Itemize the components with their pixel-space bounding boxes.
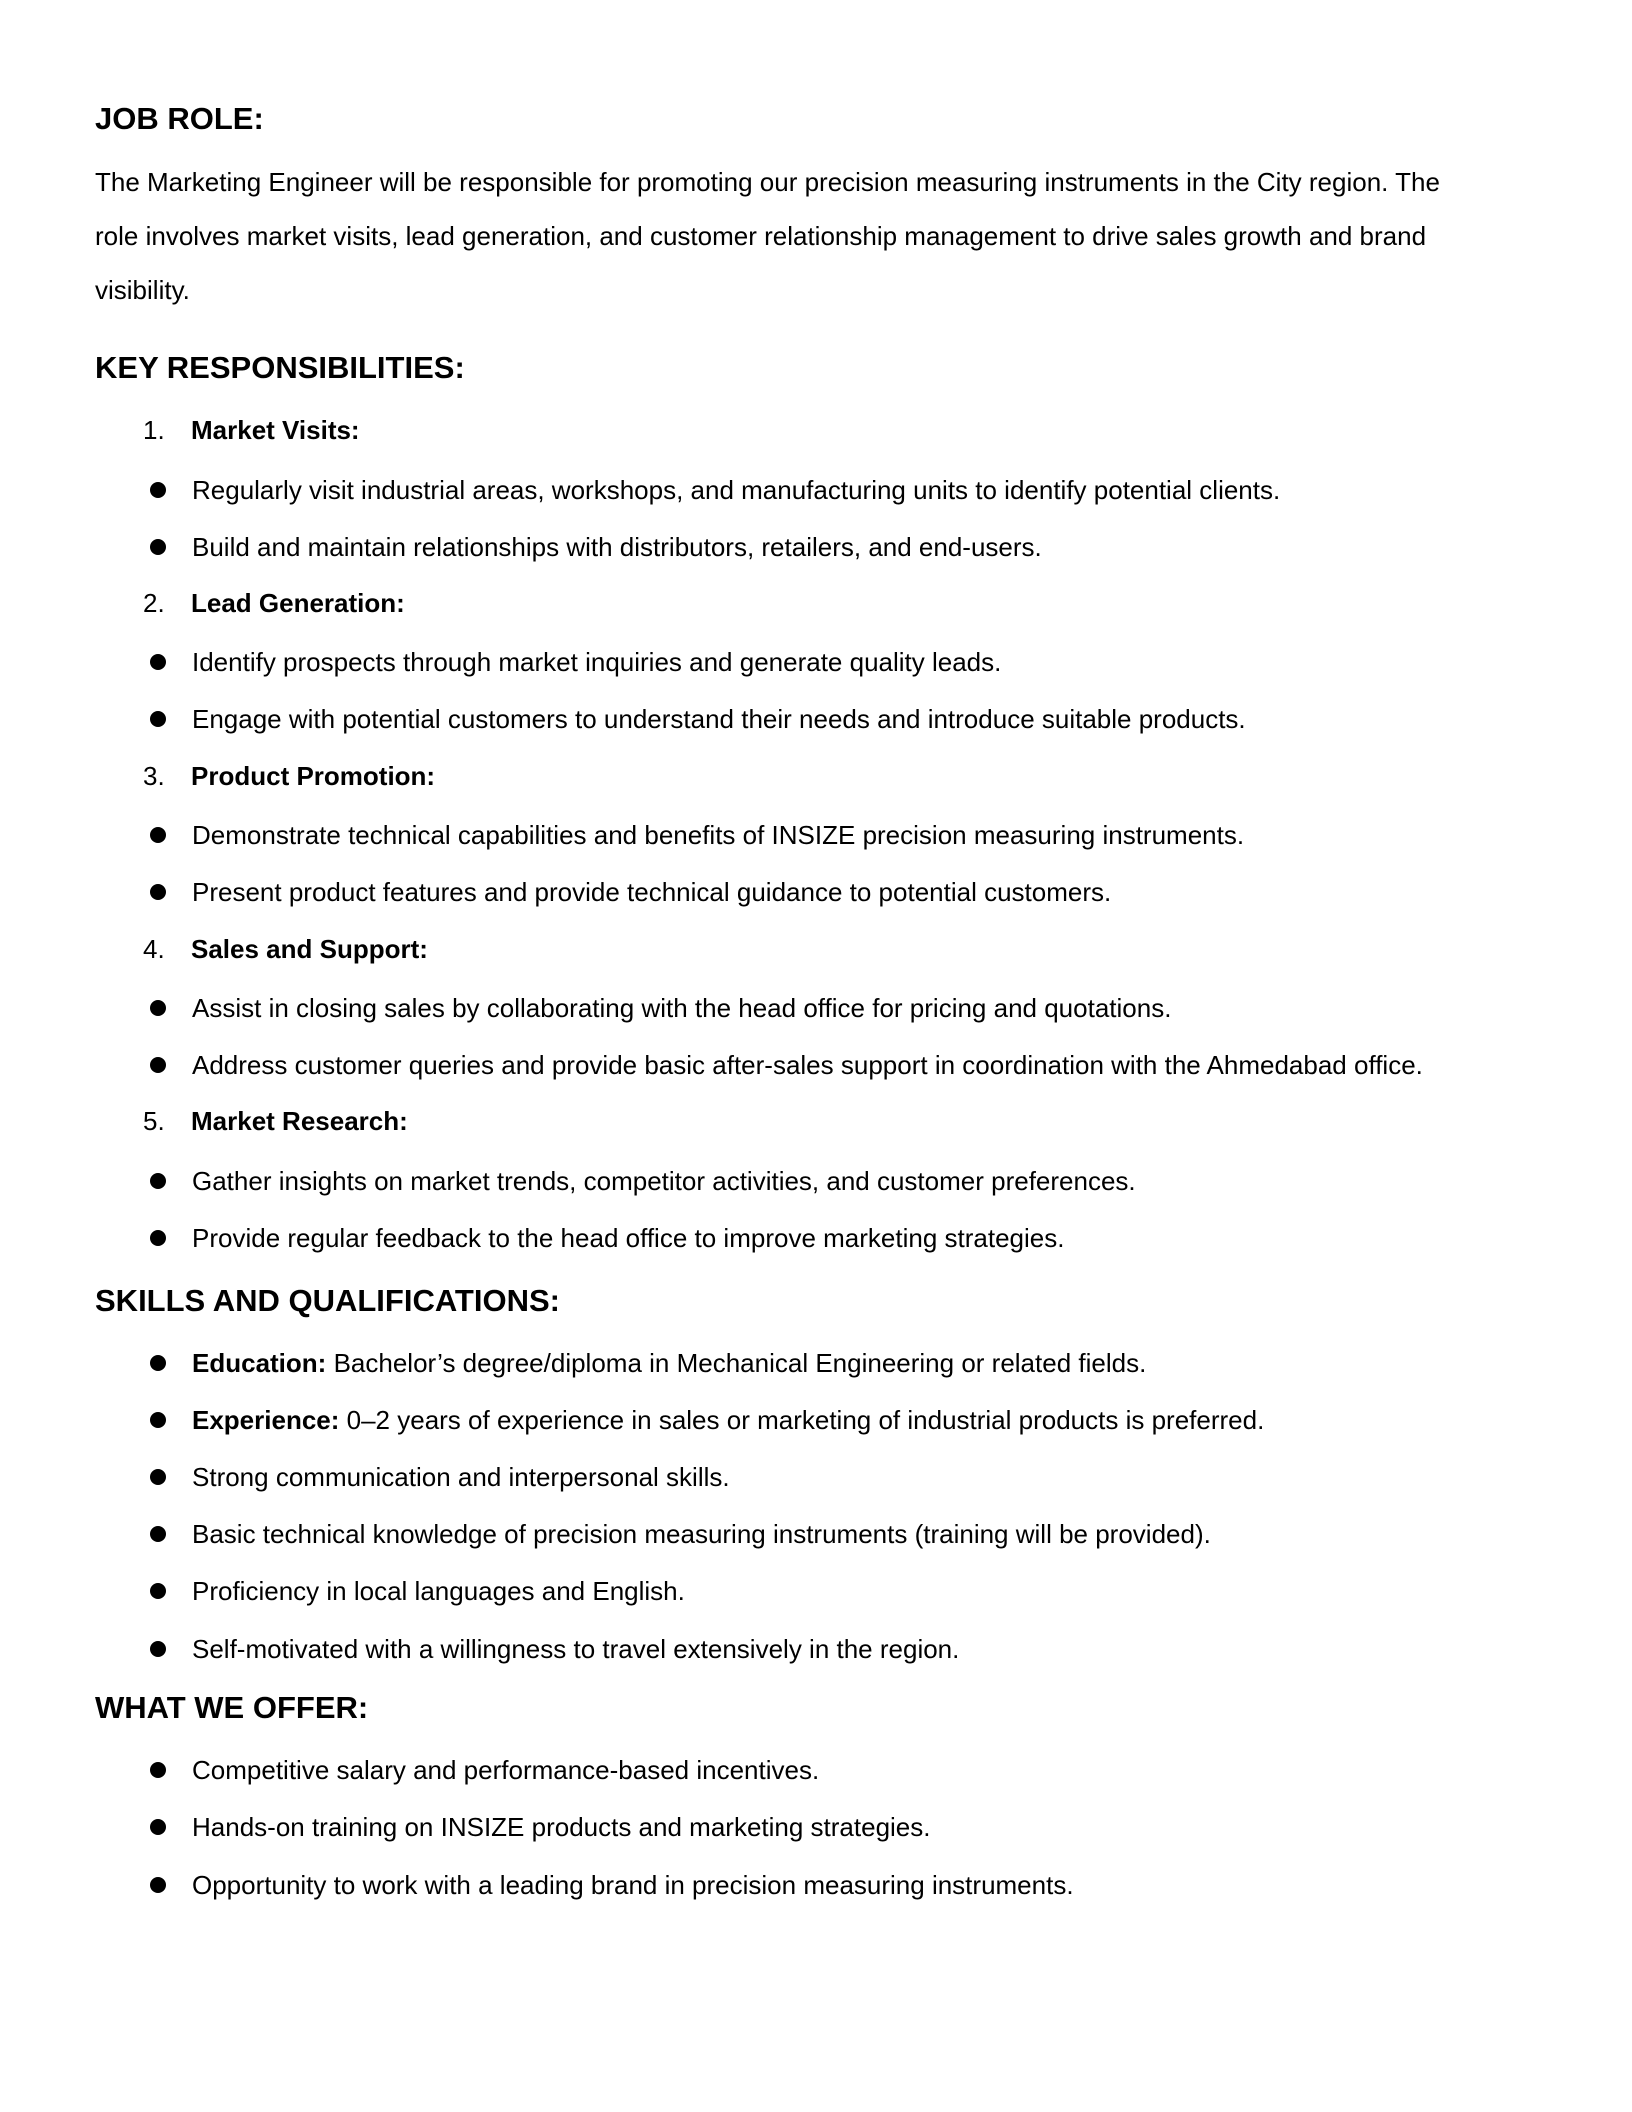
list-item-label: Education:	[192, 1348, 327, 1378]
section-label: Lead Generation:	[191, 588, 405, 618]
list-item-text: Strong communication and interpersonal skills.	[192, 1462, 730, 1492]
list-item-text: Opportunity to work with a leading brand in precision measuring instruments.	[192, 1870, 1074, 1900]
list-item-label: Experience:	[192, 1405, 340, 1435]
list-item-text: Assist in closing sales by collaborating with the head office for pricing and quotations.	[192, 993, 1172, 1023]
bullet-icon	[150, 1057, 166, 1073]
offer-heading: WHAT WE OFFER:	[95, 1690, 369, 1725]
bullet-icon	[150, 1469, 166, 1485]
section-label: Sales and Support:	[191, 934, 428, 964]
section-number: 1.	[143, 415, 165, 445]
list-item-text: Address customer queries and provide basic after-sales support in coordination with the Ahmedabad office.	[192, 1050, 1423, 1080]
section-label: Product Promotion:	[191, 761, 436, 791]
job-role-line: The Marketing Engineer will be responsible for promoting our precision measuring instruments in the City region. The	[95, 167, 1440, 197]
bullet-icon	[150, 654, 166, 670]
job-role-paragraph	[95, 155, 1515, 317]
section-number: 2.	[143, 588, 165, 618]
section-number: 4.	[143, 934, 165, 964]
list-item-text	[192, 1346, 1146, 1380]
bullet-icon	[150, 1526, 166, 1542]
section-label: Market Visits:	[191, 415, 360, 445]
bullet-icon	[150, 1000, 166, 1016]
job-role-heading: JOB ROLE:	[95, 101, 264, 136]
responsibility-section-lead-generation	[143, 586, 405, 620]
list-item-text: Engage with potential customers to understand their needs and introduce suitable products.	[192, 704, 1246, 734]
responsibility-section-sales-and-support	[143, 932, 428, 966]
job-role-line: visibility.	[95, 275, 190, 305]
section-number: 3.	[143, 761, 165, 791]
section-number: 5.	[143, 1106, 165, 1136]
list-item-text: Proficiency in local languages and English.	[192, 1576, 685, 1606]
list-item-text: Identify prospects through market inquiries and generate quality leads.	[192, 647, 1002, 677]
bullet-icon	[150, 1355, 166, 1371]
responsibility-section-product-promotion	[143, 759, 435, 793]
list-item-text: Build and maintain relationships with distributors, retailers, and end-users.	[192, 532, 1042, 562]
section-label: Market Research:	[191, 1106, 408, 1136]
bullet-icon	[150, 1877, 166, 1893]
bullet-icon	[150, 482, 166, 498]
list-item-text: Gather insights on market trends, competitor activities, and customer preferences.	[192, 1166, 1136, 1196]
bullet-icon	[150, 1762, 166, 1778]
responsibility-section-market-research	[143, 1104, 408, 1138]
list-item-text	[192, 1403, 1264, 1437]
job-role-line: role involves market visits, lead generation, and customer relationship management to drive sales growth and brand	[95, 221, 1427, 251]
bullet-icon	[150, 1230, 166, 1246]
bullet-icon	[150, 711, 166, 727]
bullet-icon	[150, 1583, 166, 1599]
list-item-text: Basic technical knowledge of precision measuring instruments (training will be provided).	[192, 1519, 1211, 1549]
list-item-detail: Bachelor’s degree/diploma in Mechanical Engineering or related fields.	[326, 1348, 1147, 1378]
bullet-icon	[150, 1173, 166, 1189]
bullet-icon	[150, 827, 166, 843]
list-item-text: Regularly visit industrial areas, workshops, and manufacturing units to identify potential clients.	[192, 475, 1281, 505]
list-item-text: Demonstrate technical capabilities and benefits of INSIZE precision measuring instruments.	[192, 820, 1245, 850]
bullet-icon	[150, 1412, 166, 1428]
bullet-icon	[150, 1819, 166, 1835]
responsibility-section-market-visits	[143, 413, 360, 447]
skills-heading: SKILLS AND QUALIFICATIONS:	[95, 1283, 560, 1318]
bullet-icon	[150, 1641, 166, 1657]
key-responsibilities-heading: KEY RESPONSIBILITIES:	[95, 350, 465, 385]
bullet-icon	[150, 539, 166, 555]
list-item-detail: 0–2 years of experience in sales or marketing of industrial products is preferred.	[339, 1405, 1265, 1435]
list-item-text: Provide regular feedback to the head office to improve marketing strategies.	[192, 1223, 1065, 1253]
list-item-text: Hands-on training on INSIZE products and marketing strategies.	[192, 1812, 931, 1842]
list-item-text: Present product features and provide technical guidance to potential customers.	[192, 877, 1112, 907]
bullet-icon	[150, 884, 166, 900]
list-item-text: Self-motivated with a willingness to travel extensively in the region.	[192, 1634, 960, 1664]
list-item-text: Competitive salary and performance-based incentives.	[192, 1755, 820, 1785]
